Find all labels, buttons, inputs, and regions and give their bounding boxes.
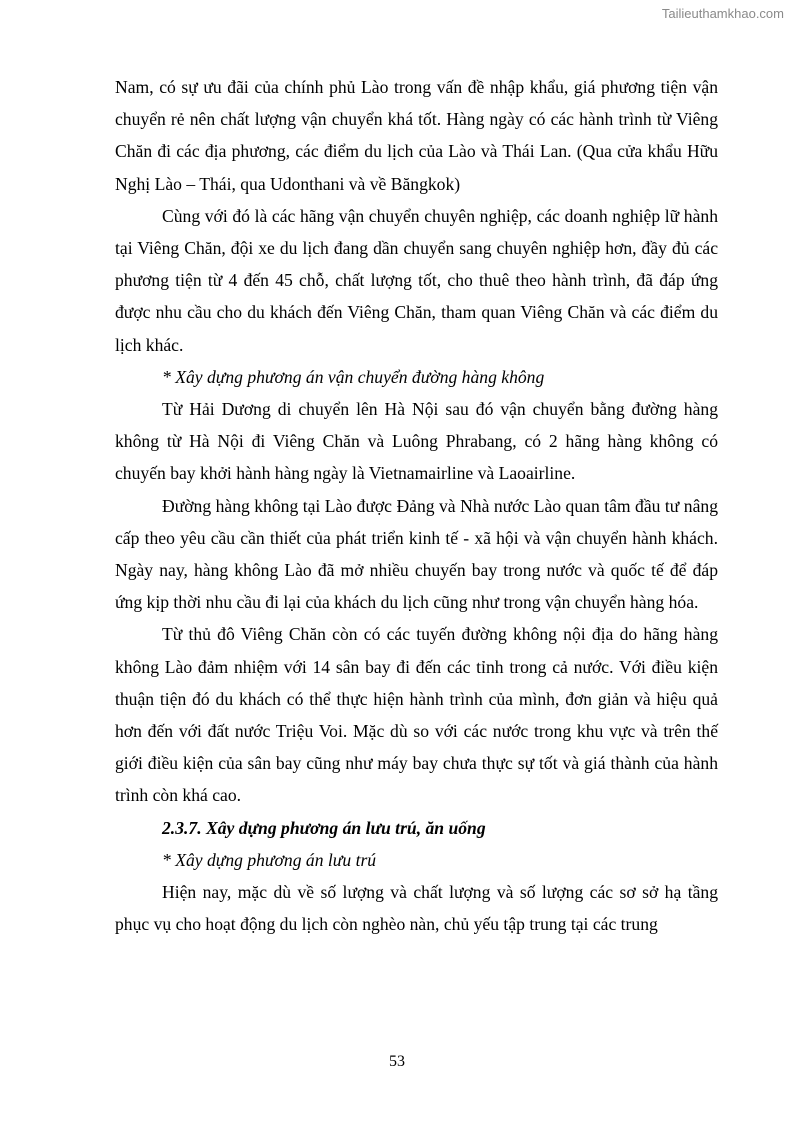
page-number: 53 (389, 1053, 405, 1070)
paragraph: Cùng với đó là các hãng vận chuyển chuyên nghiệp, các doanh nghiệp lữ hành tại Viêng Chăn, đội xe du lịch đang dần chuyển sang chuyên nghiệp hơn, đầy đủ các phương tiện từ 4 đến 45 chỗ, chất lượng tốt, cho thuê theo hành trình, đã đáp ứng được nhu cầu cho du khách đến Viêng Chăn, tham quan Viêng Chăn và các điểm du lịch khác. (115, 205, 718, 355)
document-body (115, 71, 718, 940)
paragraph: Từ Hải Dương di chuyển lên Hà Nội sau đó vận chuyển bằng đường hàng không từ Hà Nội đi Viêng Chăn và Luông Phrabang, có 2 hãng hàng không có chuyến bay khởi hành hàng ngày là Vietnamairline và Laoairline. (115, 399, 718, 484)
paragraph: Đường hàng không tại Lào được Đảng và Nhà nước Lào quan tâm đầu tư nâng cấp theo yêu cầu cần thiết của phát triển kinh tế - xã hội và vận chuyển hành khách. Ngày nay, hàng không Lào đã mở nhiều chuyến bay trong nước và quốc tế để đáp ứng kịp thời nhu cầu đi lại của khách du lịch cũng như trong vận chuyển hàng hóa. (115, 495, 718, 613)
subheading-accommodation: * Xây dựng phương án lưu trú (162, 849, 377, 870)
subheading-air-transport: * Xây dựng phương án vận chuyển đường hàng không (162, 366, 545, 387)
paragraph: Nam, có sự ưu đãi của chính phủ Lào trong vấn đề nhập khẩu, giá phương tiện vận chuyển rẻ nên chất lượng vận chuyển khá tốt. Hàng ngày có các hành trình từ Viêng Chăn đi các địa phương, các điểm du lịch của Lào và Thái Lan. (Qua cửa khẩu Hữu Nghị Lào – Thái, qua Udonthani và về Băngkok) (115, 77, 718, 194)
section-heading: 2.3.7. Xây dựng phương án lưu trú, ăn uống (162, 817, 486, 838)
paragraph: Hiện nay, mặc dù về số lượng và chất lượng và số lượng các sơ sở hạ tầng phục vụ cho hoạt động du lịch còn nghèo nàn, chủ yếu tập trung tại các trung (115, 882, 718, 935)
watermark-text: Tailieuthamkhao.com (661, 6, 784, 21)
paragraph: Từ thủ đô Viêng Chăn còn có các tuyến đường không nội địa do hãng hàng không Lào đảm nhiệm với 14 sân bay đi đến các tỉnh trong cả nước. Với điều kiện thuận tiện đó du khách có thể thực hiện hành trình của mình, đơn giản và hiệu quả hơn đến với đất nước Triệu Voi. Mặc dù so với các nước trong khu vực và trên thế giới điều kiện của sân bay cũng như máy bay chưa thực sự tốt và giá thành của hành trình còn khá cao. (115, 624, 718, 806)
